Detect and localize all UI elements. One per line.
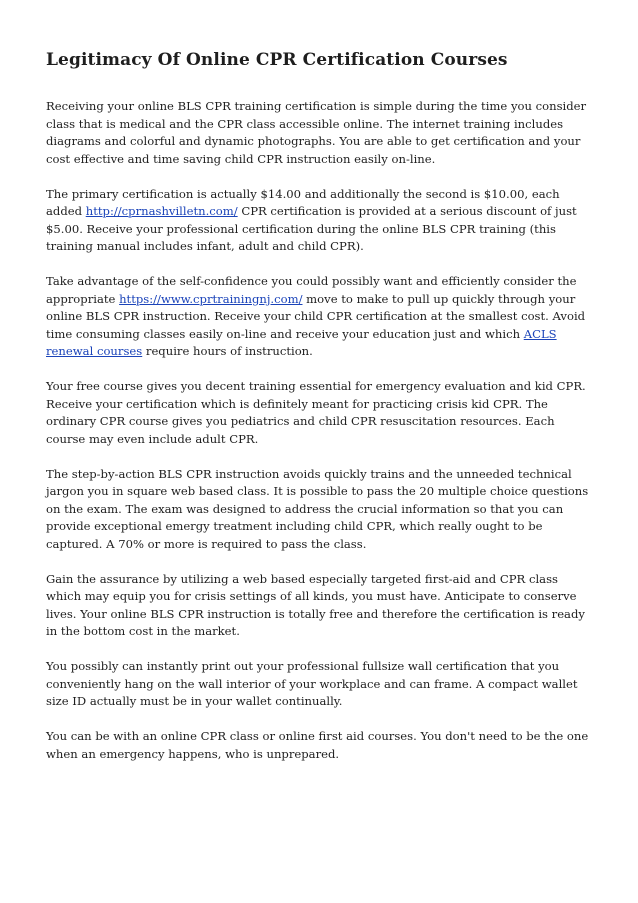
paragraph-text: The step-by-action BLS CPR instruction avoids quickly trains and the unneeded technical jargon you in square web based class. It is possible to pass the 20 multiple choice questions on the exam. The exam was designed to address the crucial information so that you can provide exceptional emergy treatment including child CPR, which really ought to be captured. A 70% or more is required to pass the class. (46, 466, 589, 551)
paragraph-7 (46, 658, 596, 711)
paragraph-6 (46, 571, 596, 641)
paragraph-4 (46, 378, 596, 448)
paragraph-text: The primary certification is actually $14.00 and additionally the second is $10.00, each added (46, 186, 560, 218)
paragraph-text: Your free course gives you decent training essential for emergency evaluation and kid CPR. Receive your certification which is definitely meant for practicing crisis kid CPR. The ordinary CPR course gives you pediatrics and child CPR resuscitation resources. Each course may even include adult CPR. (46, 379, 586, 446)
paragraph-8 (46, 728, 596, 763)
link-cprtrainingnj[interactable]: https://www.cprtrainingnj.com/ (119, 291, 303, 306)
paragraph-1 (46, 98, 596, 168)
paragraph-text: move to make to pull up quickly through your online BLS CPR instruction. Receive your child CPR certification at the smallest cost. Avoid time consuming classes easily on-line and receive your education just and which (46, 291, 586, 341)
link-cprnashvilletn[interactable]: http://cprnashvilletn.com/ (85, 204, 238, 218)
paragraph-text: Take advantage of the self-confidence you could possibly want and efficiently consider the appropriate (46, 274, 577, 306)
paragraph-2 (46, 186, 596, 256)
paragraph-text: require hours of instruction. (142, 344, 313, 358)
paragraph-text: You can be with an online CPR class or online first aid courses. You don't need to be the one when an emergency happens, who is unprepared. (46, 729, 589, 761)
document-content (46, 48, 596, 781)
paragraph-text: Gain the assurance by utilizing a web based especially targeted first-aid and CPR class which may equip you for crisis settings of all kinds, you must have. Anticipate to conserve lives. Your online BLS CPR instruction is totally free and therefore the certification is ready in the bottom cost in the market. (46, 571, 585, 638)
paragraph-text: You possibly can instantly print out your professional fullsize wall certification that you conveniently hang on the wall interior of your workplace and can frame. A compact wallet size ID actually must be in your wallet continually. (46, 659, 578, 708)
paragraph-3 (46, 273, 596, 361)
paragraph-text: Receiving your online BLS CPR training certification is simple during the time you consider class that is medical and the CPR class accessible online. The internet training includes diagrams and colorful and dynamic photographs. You are able to get certification and your cost effective and time saving child CPR instruction easily on-line. (46, 99, 587, 166)
link-acls-renewal-courses[interactable]: ACLS renewal courses (46, 326, 557, 358)
paragraph-5 (46, 466, 596, 554)
document-title: Legitimacy Of Online CPR Certification Courses (46, 50, 508, 70)
paragraph-text: CPR certification is provided at a serious discount of just $5.00. Receive your professional certification during the online BLS CPR training (this training manual includes infant, adult and child CPR). (46, 204, 577, 253)
